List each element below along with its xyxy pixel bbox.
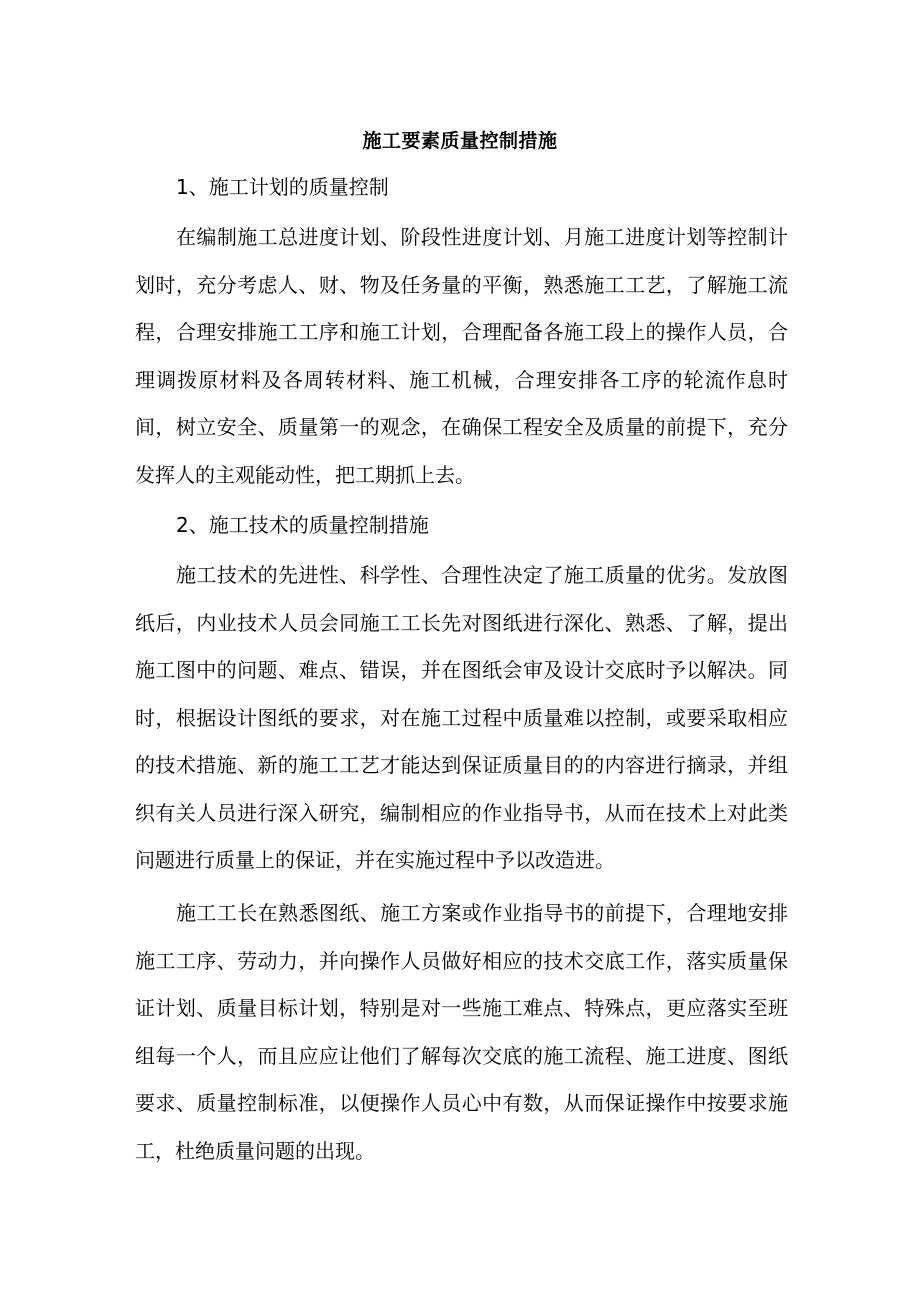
section-2-paragraph-1: 施工技术的先进性、科学性、合理性决定了施工质量的优劣。发放图纸后，内业技术人员会同施工工长先对图纸进行深化、熟悉、了解，提出施工图中的问题、难点、错误，并在图纸会审及设计交底时予以解决。同时，根据设计图纸的要求，对在施工过程中质量难以控制，或要采取相应的技术措施、新的施工工艺才能达到保证质量目的的内容进行摘录，并组织有关人员进行深入研究，编制相应的作业指导书，从而在技术上对此类问题进行质量上的保证，并在实施过程中予以改造进。: [135, 563, 788, 872]
document-title: 施工要素质量控制措施: [362, 130, 558, 152]
section-2-heading: 2、施工技术的质量控制措施: [176, 513, 429, 537]
section-1-heading: 1、施工计划的质量控制: [176, 175, 389, 199]
section-2-paragraph-2: 施工工长在熟悉图纸、施工方案或作业指导书的前提下，合理地安排施工工序、劳动力，并向操作人员做好相应的技术交底工作，落实质量保证计划、质量目标计划，特别是对一些施工难点、特殊点，更应落实至班组每一个人，而且应应让他们了解每次交底的施工流程、施工进度、图纸要求、质量控制标准，以便操作人员心中有数，从而保证操作中按要求施工，杜绝质量问题的出现。: [135, 901, 788, 1163]
section-1-paragraph: 在编制施工总进度计划、阶段性进度计划、月施工进度计划等控制计划时，充分考虑人、财、物及任务量的平衡，熟悉施工工艺，了解施工流程，合理安排施工工序和施工计划，合理配备各施工段上的操作人员，合理调拨原材料及各周转材料、施工机械，合理安排各工序的轮流作息时间，树立安全、质量第一的观念，在确保工程安全及质量的前提下，充分发挥人的主观能动性，把工期抓上去。: [135, 225, 788, 487]
